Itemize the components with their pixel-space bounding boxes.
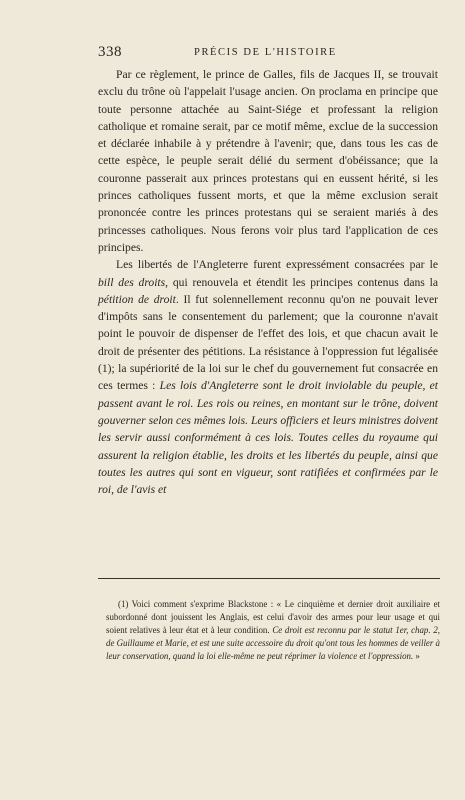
text-run: »: [413, 650, 420, 661]
footnote-divider: [98, 578, 440, 579]
italic-run: Ce droit est reconnu par le statut 1er, chap. 2, de Guillaume et Marie, et est une suite accessoire du droit qu'ont tous les hommes de veiller à leur conservation, quand la loi elle-même ne peut réprimer la violence et l'oppression.: [106, 624, 440, 661]
text-run: (1) Voici comment s'exprime Blackstone : « Le cinquième et dernier droit auxiliaire et subordonné dont jouissent les Anglais, est celui d'avoir des armes pour leur usage et qui soient relatives à leur état et à leur condition.: [106, 599, 440, 635]
footnote: [106, 598, 440, 663]
text-run: , qui renouvela et étendit les principes contenus dans la: [165, 275, 438, 289]
body-text: [98, 66, 438, 498]
italic-run: bill des droits: [98, 275, 166, 289]
italic-run: pétition de droit: [98, 292, 176, 306]
italic-run: Les lois d'Angleterre sont le droit inviolable du peuple, et passent avant le roi. Les rois ou reines, en montant sur le trône, doivent gouverner selon ces mêmes lois. Leurs officiers et leurs ministres doivent les servir aussi conformément à ces lois. Toutes celles du royaume qui assurent la religion établie, les droits et les libertés du peuple, ainsi que toutes les autres qui sont en vigueur, sont ratifiées et confirmées par le roi, de l'avis et: [98, 379, 438, 497]
paragraph: [98, 256, 438, 498]
page-header: [98, 44, 438, 62]
text-run: Les libertés de l'Angleterre furent expressément consacrées par le: [116, 258, 438, 272]
running-head: PRÉCIS DE L'HISTOIRE: [194, 47, 337, 58]
page-number: 338: [98, 44, 122, 60]
paragraph: [98, 66, 438, 256]
footnote-paragraph: [106, 598, 440, 663]
text-run: Par ce règlement, le prince de Galles, fils de Jacques II, se trouvait exclu du trône où l'appelait l'usage ancien. On proclama en principe que toute personne attachée au Saint-Siége et professant la religion catholique et romaine serait, par ce motif même, exclue de la succession et déclarée inhabile à y prétendre à l'avenir; que, dans tous les cas de cette espèce, le peuple serait délié du serment d'obéissance; que la couronne passerait aux princes protestans qui en eussent hérité, si les princes catholiques fussent morts, et que la même exclusion serait prononcée contre les princes protestans qui se seraient mariés à des princesses catholiques. Nous ferons voir plus tard l'application de ces principes.: [98, 68, 438, 254]
text-run: . Il fut solennellement reconnu qu'on ne pouvait lever d'impôts sans le consentement du parlement; que la couronne n'avait point le pouvoir de dispenser de l'effet des lois, et que chacun avait le droit de présenter des pétitions. La résistance à l'oppression fut légalisée (1); la supériorité de la loi sur le chef du gouvernement fut consacrée en ces termes :: [98, 292, 438, 393]
